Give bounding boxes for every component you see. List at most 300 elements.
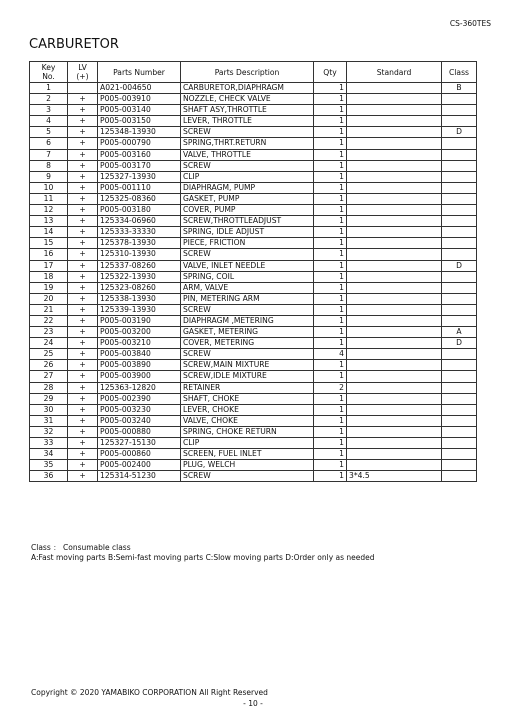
class-cell <box>442 449 477 460</box>
lv-cell: + <box>68 249 98 260</box>
standard-cell <box>347 415 442 426</box>
qty-cell: 1 <box>314 205 347 216</box>
class-cell <box>442 138 477 149</box>
table-row <box>30 404 477 415</box>
qty-cell: 1 <box>314 338 347 349</box>
lv-cell: + <box>68 349 98 360</box>
key-cell: 30 <box>30 404 68 415</box>
col-header-key: Key No. <box>30 62 68 83</box>
key-cell: 15 <box>30 238 68 249</box>
standard-cell <box>347 94 442 105</box>
class-cell <box>442 116 477 127</box>
qty-cell: 1 <box>314 149 347 160</box>
lv-cell: + <box>68 94 98 105</box>
lv-cell: + <box>68 315 98 326</box>
lv-cell: + <box>68 271 98 282</box>
description-cell: GASKET, PUMP <box>181 193 314 204</box>
qty-cell: 1 <box>314 282 347 293</box>
table-row <box>30 149 477 160</box>
part-number-cell: P005-002390 <box>98 393 181 404</box>
key-cell: 35 <box>30 460 68 471</box>
part-number-cell: P005-003140 <box>98 105 181 116</box>
key-cell: 32 <box>30 426 68 437</box>
standard-cell <box>347 338 442 349</box>
standard-cell <box>347 360 442 371</box>
qty-cell: 1 <box>314 182 347 193</box>
class-cell: A <box>442 327 477 338</box>
key-cell: 25 <box>30 349 68 360</box>
qty-cell: 1 <box>314 260 347 271</box>
key-cell: 17 <box>30 260 68 271</box>
key-cell: 24 <box>30 338 68 349</box>
lv-cell: + <box>68 216 98 227</box>
part-number-cell: 125325-08360 <box>98 193 181 204</box>
key-cell: 16 <box>30 249 68 260</box>
key-cell: 10 <box>30 182 68 193</box>
key-cell: 29 <box>30 393 68 404</box>
qty-cell: 1 <box>314 227 347 238</box>
part-number-cell: 125314-51230 <box>98 471 181 482</box>
lv-cell: + <box>68 426 98 437</box>
part-number-cell: P005-003230 <box>98 404 181 415</box>
lv-cell: + <box>68 415 98 426</box>
table-row <box>30 360 477 371</box>
description-cell: LEVER, CHOKE <box>181 404 314 415</box>
lv-cell: + <box>68 138 98 149</box>
lv-cell: + <box>68 171 98 182</box>
part-number-cell: P005-003890 <box>98 360 181 371</box>
description-cell: COVER, PUMP <box>181 205 314 216</box>
standard-cell <box>347 149 442 160</box>
lv-cell: + <box>68 438 98 449</box>
standard-cell <box>347 171 442 182</box>
table-row <box>30 105 477 116</box>
table-row <box>30 193 477 204</box>
class-cell: D <box>442 127 477 138</box>
qty-cell: 1 <box>314 271 347 282</box>
description-cell: CARBURETOR,DIAPHRAGM <box>181 83 314 94</box>
part-number-cell: A021-004650 <box>98 83 181 94</box>
standard-cell <box>347 216 442 227</box>
qty-cell: 2 <box>314 382 347 393</box>
lv-cell: + <box>68 382 98 393</box>
qty-cell: 4 <box>314 349 347 360</box>
lv-cell: + <box>68 404 98 415</box>
table-row <box>30 227 477 238</box>
standard-cell <box>347 371 442 382</box>
lv-cell: + <box>68 371 98 382</box>
part-number-cell: P005-003900 <box>98 371 181 382</box>
standard-cell <box>347 105 442 116</box>
lv-cell: + <box>68 160 98 171</box>
part-number-cell: 125323-08260 <box>98 282 181 293</box>
description-cell: COVER, METERING <box>181 338 314 349</box>
qty-cell: 1 <box>314 449 347 460</box>
description-cell: LEVER, THROTTLE <box>181 116 314 127</box>
class-cell <box>442 105 477 116</box>
table-row <box>30 205 477 216</box>
qty-cell: 1 <box>314 304 347 315</box>
qty-cell: 1 <box>314 160 347 171</box>
table-row <box>30 315 477 326</box>
class-cell <box>442 382 477 393</box>
key-cell: 26 <box>30 360 68 371</box>
part-number-cell: 125338-13930 <box>98 293 181 304</box>
class-cell <box>442 171 477 182</box>
description-cell: DIAPHRAGM, PUMP <box>181 182 314 193</box>
table-row <box>30 371 477 382</box>
part-number-cell: P005-003150 <box>98 116 181 127</box>
key-cell: 11 <box>30 193 68 204</box>
table-row <box>30 182 477 193</box>
standard-cell <box>347 426 442 437</box>
standard-cell <box>347 404 442 415</box>
part-number-cell: 125327-15130 <box>98 438 181 449</box>
standard-cell <box>347 304 442 315</box>
key-cell: 31 <box>30 415 68 426</box>
description-cell: SCREW <box>181 160 314 171</box>
description-cell: NOZZLE, CHECK VALVE <box>181 94 314 105</box>
qty-cell: 1 <box>314 360 347 371</box>
lv-cell: + <box>68 327 98 338</box>
description-cell: SPRING, IDLE ADJUST <box>181 227 314 238</box>
part-number-cell: P005-003840 <box>98 349 181 360</box>
class-cell <box>442 349 477 360</box>
qty-cell: 1 <box>314 371 347 382</box>
key-cell: 13 <box>30 216 68 227</box>
standard-cell <box>347 315 442 326</box>
key-cell: 14 <box>30 227 68 238</box>
table-row <box>30 449 477 460</box>
class-legend <box>31 543 375 562</box>
key-cell: 1 <box>30 83 68 94</box>
class-cell <box>442 238 477 249</box>
key-cell: 27 <box>30 371 68 382</box>
key-cell: 18 <box>30 271 68 282</box>
parts-table-body <box>30 83 477 482</box>
part-number-cell: 125378-13930 <box>98 238 181 249</box>
col-header-description: Parts Description <box>181 62 314 83</box>
lv-cell: + <box>68 471 98 482</box>
key-cell: 21 <box>30 304 68 315</box>
key-cell: 5 <box>30 127 68 138</box>
description-cell: SCREW,IDLE MIXTURE <box>181 371 314 382</box>
class-cell <box>442 371 477 382</box>
standard-cell <box>347 382 442 393</box>
class-cell <box>442 360 477 371</box>
key-cell: 20 <box>30 293 68 304</box>
col-header-qty: Qty <box>314 62 347 83</box>
part-number-cell: P005-003910 <box>98 94 181 105</box>
key-cell: 22 <box>30 315 68 326</box>
part-number-cell: 125310-13930 <box>98 249 181 260</box>
lv-cell <box>68 83 98 94</box>
qty-cell: 1 <box>314 249 347 260</box>
part-number-cell: P005-003160 <box>98 149 181 160</box>
standard-cell <box>347 393 442 404</box>
qty-cell: 1 <box>314 438 347 449</box>
part-number-cell: 125337-08260 <box>98 260 181 271</box>
key-cell: 7 <box>30 149 68 160</box>
qty-cell: 1 <box>314 193 347 204</box>
standard-cell <box>347 193 442 204</box>
class-cell <box>442 438 477 449</box>
standard-cell <box>347 127 442 138</box>
table-row <box>30 304 477 315</box>
col-header-lv: LV (+) <box>68 62 98 83</box>
col-header-part-number: Parts Number <box>98 62 181 83</box>
table-row <box>30 83 477 94</box>
legend-classes: A:Fast moving parts B:Semi-fast moving parts C:Slow moving parts D:Order only as needed <box>31 552 375 562</box>
qty-cell: 1 <box>314 393 347 404</box>
qty-cell: 1 <box>314 171 347 182</box>
class-cell <box>442 249 477 260</box>
qty-cell: 1 <box>314 127 347 138</box>
description-cell: ARM, VALVE <box>181 282 314 293</box>
part-number-cell: P005-000880 <box>98 426 181 437</box>
part-number-cell: 125327-13930 <box>98 171 181 182</box>
table-row <box>30 393 477 404</box>
description-cell: SCREW <box>181 349 314 360</box>
description-cell: PIN, METERING ARM <box>181 293 314 304</box>
table-row <box>30 460 477 471</box>
table-row <box>30 282 477 293</box>
description-cell: RETAINER <box>181 382 314 393</box>
lv-cell: + <box>68 182 98 193</box>
key-cell: 33 <box>30 438 68 449</box>
class-cell <box>442 193 477 204</box>
qty-cell: 1 <box>314 327 347 338</box>
standard-cell <box>347 160 442 171</box>
key-cell: 34 <box>30 449 68 460</box>
class-cell <box>442 471 477 482</box>
standard-cell <box>347 227 442 238</box>
table-row <box>30 415 477 426</box>
part-number-cell: P005-000860 <box>98 449 181 460</box>
lv-cell: + <box>68 338 98 349</box>
table-row <box>30 238 477 249</box>
qty-cell: 1 <box>314 315 347 326</box>
table-row <box>30 171 477 182</box>
qty-cell: 1 <box>314 138 347 149</box>
table-row <box>30 327 477 338</box>
table-row <box>30 116 477 127</box>
standard-cell: 3*4.5 <box>347 471 442 482</box>
class-cell <box>442 293 477 304</box>
lv-cell: + <box>68 227 98 238</box>
table-row <box>30 349 477 360</box>
description-cell: SCREW <box>181 471 314 482</box>
qty-cell: 1 <box>314 293 347 304</box>
lv-cell: + <box>68 260 98 271</box>
standard-cell <box>347 282 442 293</box>
class-cell <box>442 426 477 437</box>
standard-cell <box>347 205 442 216</box>
key-cell: 12 <box>30 205 68 216</box>
copyright-notice: Copyright © 2020 YAMABIKO CORPORATION All Right Reserved <box>31 688 268 697</box>
standard-cell <box>347 449 442 460</box>
lv-cell: + <box>68 282 98 293</box>
description-cell: VALVE, CHOKE <box>181 415 314 426</box>
key-cell: 28 <box>30 382 68 393</box>
table-row <box>30 338 477 349</box>
standard-cell <box>347 271 442 282</box>
standard-cell <box>347 249 442 260</box>
standard-cell <box>347 83 442 94</box>
standard-cell <box>347 327 442 338</box>
lv-cell: + <box>68 449 98 460</box>
class-cell: D <box>442 260 477 271</box>
part-number-cell: P005-003210 <box>98 338 181 349</box>
legend-title: Class ： Consumable class <box>31 543 131 552</box>
description-cell: SPRING,THRT.RETURN <box>181 138 314 149</box>
standard-cell <box>347 138 442 149</box>
standard-cell <box>347 260 442 271</box>
class-cell <box>442 205 477 216</box>
key-cell: 8 <box>30 160 68 171</box>
qty-cell: 1 <box>314 426 347 437</box>
standard-cell <box>347 182 442 193</box>
lv-cell: + <box>68 105 98 116</box>
table-row <box>30 438 477 449</box>
lv-cell: + <box>68 127 98 138</box>
page-number: - 10 - <box>243 699 263 708</box>
table-row <box>30 271 477 282</box>
part-number-cell: 125334-06960 <box>98 216 181 227</box>
table-row <box>30 138 477 149</box>
key-cell: 3 <box>30 105 68 116</box>
class-cell: B <box>442 83 477 94</box>
part-number-cell: 125363-12820 <box>98 382 181 393</box>
description-cell: SHAFT ASY,THROTTLE <box>181 105 314 116</box>
class-cell <box>442 94 477 105</box>
class-cell <box>442 304 477 315</box>
description-cell: SPRING, COIL <box>181 271 314 282</box>
class-cell <box>442 282 477 293</box>
table-row <box>30 260 477 271</box>
standard-cell <box>347 460 442 471</box>
part-number-cell: 125339-13930 <box>98 304 181 315</box>
lv-cell: + <box>68 293 98 304</box>
class-cell <box>442 404 477 415</box>
description-cell: VALVE, THROTTLE <box>181 149 314 160</box>
qty-cell: 1 <box>314 238 347 249</box>
description-cell: SCREW <box>181 304 314 315</box>
class-cell <box>442 393 477 404</box>
col-header-standard: Standard <box>347 62 442 83</box>
part-number-cell: P005-003180 <box>98 205 181 216</box>
part-number-cell: P005-003200 <box>98 327 181 338</box>
qty-cell: 1 <box>314 105 347 116</box>
lv-cell: + <box>68 193 98 204</box>
description-cell: PIECE, FRICTION <box>181 238 314 249</box>
qty-cell: 1 <box>314 404 347 415</box>
key-cell: 9 <box>30 171 68 182</box>
lv-cell: + <box>68 460 98 471</box>
class-cell <box>442 460 477 471</box>
key-cell: 19 <box>30 282 68 293</box>
table-row <box>30 426 477 437</box>
part-number-cell: P005-002400 <box>98 460 181 471</box>
standard-cell <box>347 438 442 449</box>
class-cell <box>442 216 477 227</box>
page-title: CARBURETOR <box>29 37 119 52</box>
description-cell: SCREW <box>181 249 314 260</box>
qty-cell: 1 <box>314 415 347 426</box>
qty-cell: 1 <box>314 471 347 482</box>
class-cell <box>442 415 477 426</box>
standard-cell <box>347 238 442 249</box>
standard-cell <box>347 116 442 127</box>
part-number-cell: P005-003170 <box>98 160 181 171</box>
description-cell: SHAFT, CHOKE <box>181 393 314 404</box>
standard-cell <box>347 349 442 360</box>
table-row <box>30 94 477 105</box>
table-row <box>30 293 477 304</box>
lv-cell: + <box>68 304 98 315</box>
qty-cell: 1 <box>314 116 347 127</box>
lv-cell: + <box>68 393 98 404</box>
standard-cell <box>347 293 442 304</box>
description-cell: SCREW,THROTTLEADJUST <box>181 216 314 227</box>
description-cell: SCREW,MAIN MIXTURE <box>181 360 314 371</box>
description-cell: VALVE, INLET NEEDLE <box>181 260 314 271</box>
lv-cell: + <box>68 149 98 160</box>
lv-cell: + <box>68 360 98 371</box>
key-cell: 36 <box>30 471 68 482</box>
description-cell: CLIP <box>181 171 314 182</box>
table-row <box>30 160 477 171</box>
table-row <box>30 249 477 260</box>
model-number: CS-360TES <box>449 19 491 28</box>
part-number-cell: P005-000790 <box>98 138 181 149</box>
parts-table <box>29 61 477 482</box>
description-cell: CLIP <box>181 438 314 449</box>
table-header-row <box>30 62 477 83</box>
part-number-cell: 125322-13930 <box>98 271 181 282</box>
part-number-cell: 125348-13930 <box>98 127 181 138</box>
key-cell: 4 <box>30 116 68 127</box>
table-row <box>30 216 477 227</box>
table-row <box>30 127 477 138</box>
key-cell: 23 <box>30 327 68 338</box>
class-cell <box>442 182 477 193</box>
key-cell: 6 <box>30 138 68 149</box>
part-number-cell: 125333-33330 <box>98 227 181 238</box>
key-cell: 2 <box>30 94 68 105</box>
lv-cell: + <box>68 238 98 249</box>
qty-cell: 1 <box>314 460 347 471</box>
table-row <box>30 471 477 482</box>
class-cell <box>442 227 477 238</box>
part-number-cell: P005-003190 <box>98 315 181 326</box>
description-cell: DIAPHRAGM ,METERING <box>181 315 314 326</box>
class-cell <box>442 149 477 160</box>
table-row <box>30 382 477 393</box>
description-cell: SPRING, CHOKE RETURN <box>181 426 314 437</box>
description-cell: SCREW <box>181 127 314 138</box>
class-cell <box>442 160 477 171</box>
description-cell: GASKET, METERING <box>181 327 314 338</box>
lv-cell: + <box>68 205 98 216</box>
col-header-class: Class <box>442 62 477 83</box>
qty-cell: 1 <box>314 216 347 227</box>
class-cell <box>442 315 477 326</box>
description-cell: SCREEN, FUEL INLET <box>181 449 314 460</box>
qty-cell: 1 <box>314 83 347 94</box>
lv-cell: + <box>68 116 98 127</box>
part-number-cell: P005-001110 <box>98 182 181 193</box>
